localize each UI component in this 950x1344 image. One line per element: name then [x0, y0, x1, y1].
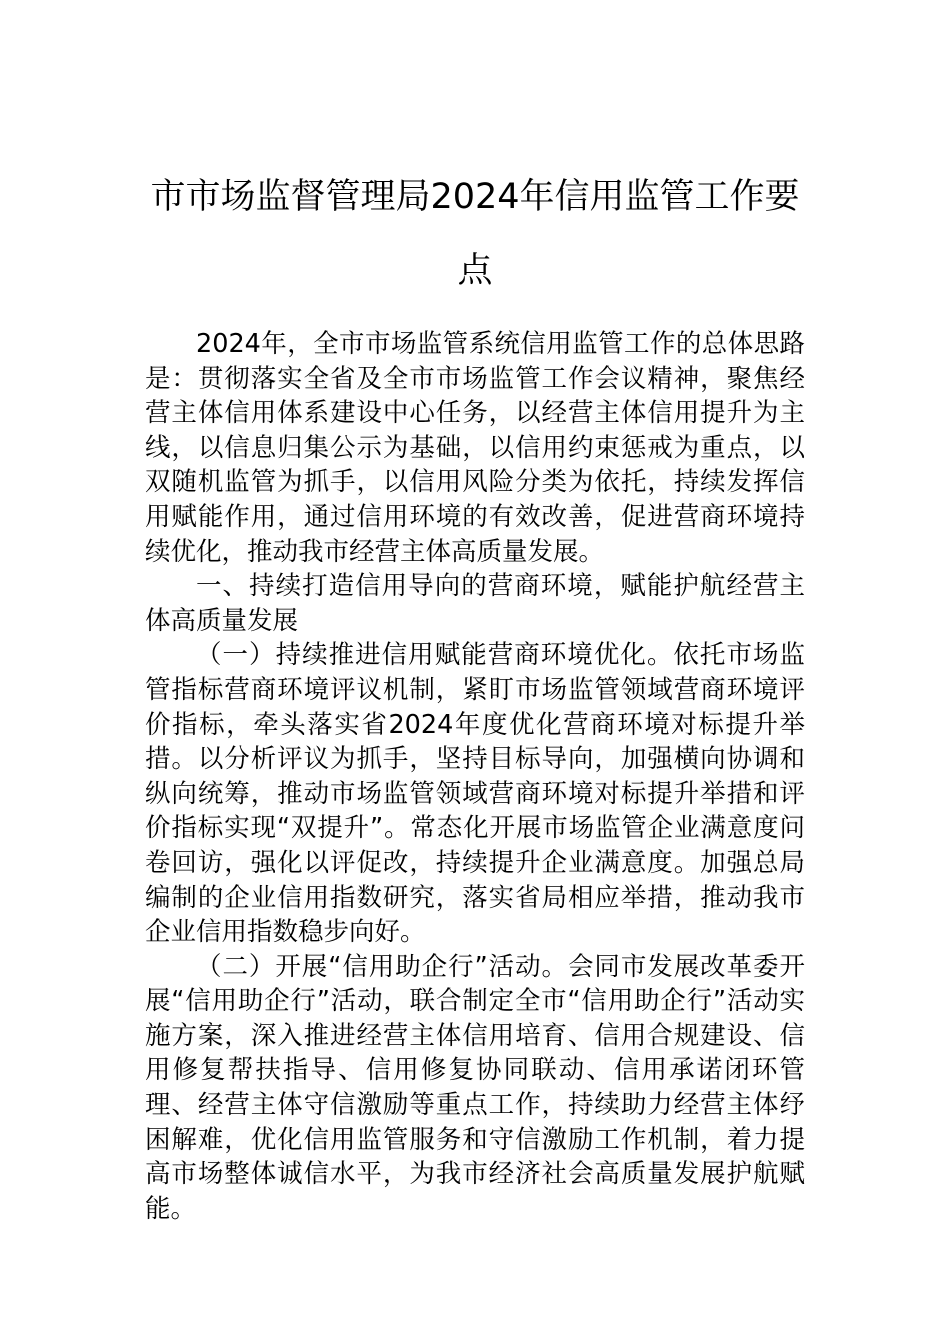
- paragraph-item-1: （一）持续推进信用赋能营商环境优化。依托市场监管指标营商环境评议机制，紧盯市场监管领域营商环境评价指标，牵头落实省2024年度优化营商环境对标提升举措。以分析评议为抓手，坚持目标导向，加强横向协调和纵向统筹，推动市场监管领域营商环境对标提升举措和评价指标实现“双提升”。常态化开展市场监管企业满意度问卷回访，强化以评促改，持续提升企业满意度。加强总局编制的企业信用指数研究，落实省局相应举措，推动我市企业信用指数稳步向好。: [145, 640, 805, 948]
- paragraph-overview: 2024年，全市市场监管系统信用监管工作的总体思路是：贯彻落实全省及全市市场监管工作会议精神，聚焦经营主体信用体系建设中心任务，以经营主体信用提升为主线，以信息归集公示为基础，以信用约束惩戒为重点，以双随机监管为抓手，以信用风险分类为依托，持续发挥信用赋能作用，通过信用环境的有效改善，促进营商环境持续优化，推动我市经营主体高质量发展。: [145, 329, 805, 567]
- paragraph-item-2: （二）开展“信用助企行”活动。会同市发展改革委开展“信用助企行”活动，联合制定全市“信用助企行”活动实施方案，深入推进经营主体信用培育、信用合规建设、信用修复帮扶指导、信用修复协同联动、信用承诺闭环管理、经营主体守信激励等重点工作，持续助力经营主体纾困解难，优化信用监管服务和守信激励工作机制，着力提高市场整体诚信水平，为我市经济社会高质量发展护航赋能。: [145, 951, 805, 1224]
- document-title: 市市场监督管理局2024年信用监管工作要点: [150, 177, 800, 291]
- document-body: [145, 327, 805, 1226]
- section-heading-1: 一、持续打造信用导向的营商环境，赋能护航经营主体高质量发展: [145, 571, 805, 636]
